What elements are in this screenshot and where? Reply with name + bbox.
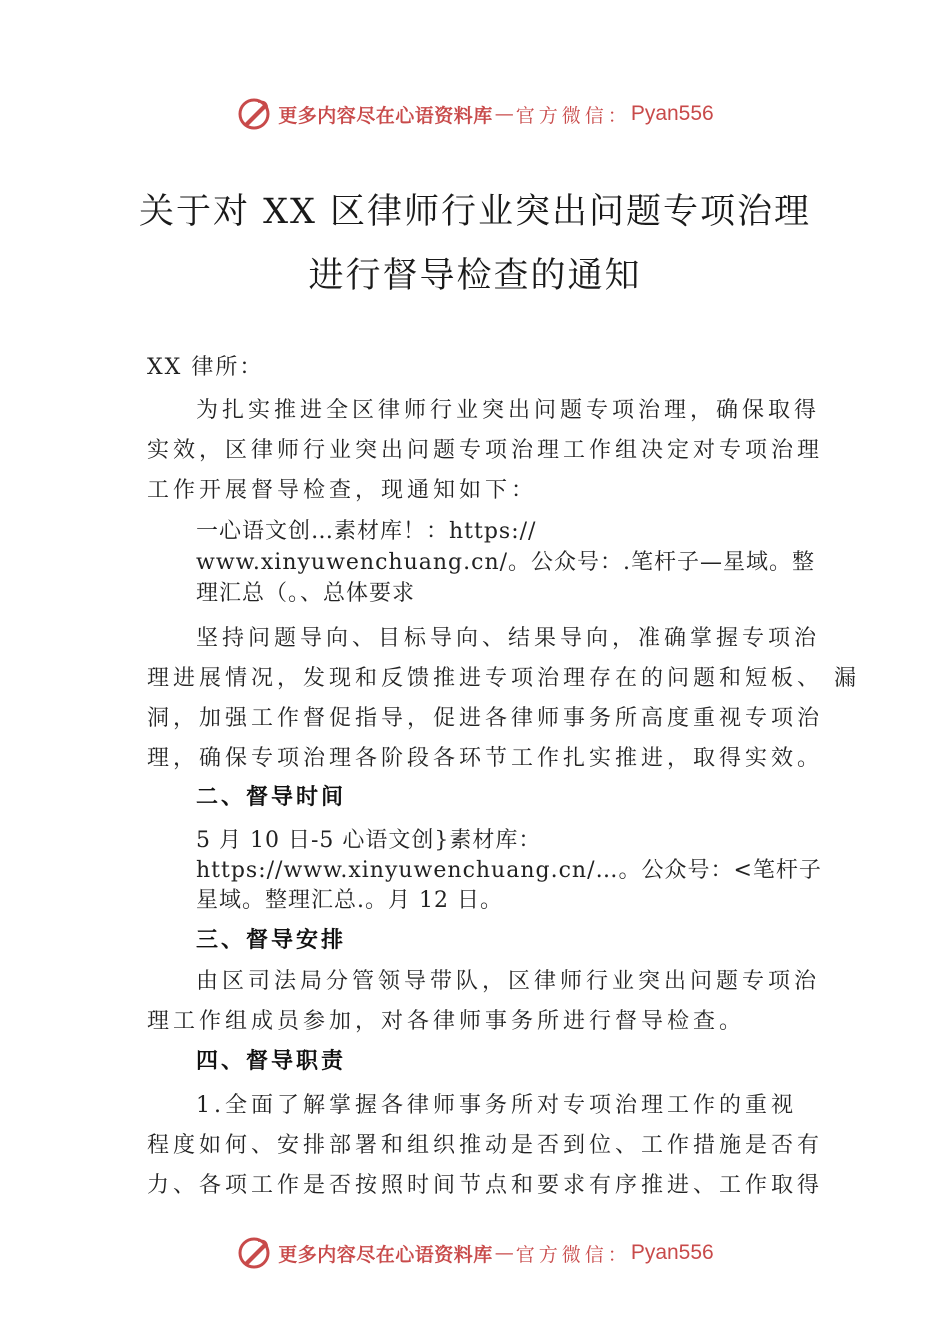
inserted-note-1-line-2: www.xinyuwenchuang.cn/。公众号：.笔杆子—星域。整 bbox=[196, 550, 816, 575]
section3-line-1: 由区司法局分管领导带队，区律师行业突出问题专项治 bbox=[196, 969, 821, 994]
section4-line-1: 1.全面了解掌握各律师事务所对专项治理工作的重视 bbox=[196, 1093, 797, 1118]
intro-line-1: 为扎实推进全区律师行业突出问题专项治理，确保取得 bbox=[196, 398, 821, 423]
footer-banner bbox=[0, 1233, 950, 1273]
banner-dash: — bbox=[494, 1242, 514, 1264]
banner-wechat-id: Pyan556 bbox=[630, 1241, 714, 1264]
section2-line-2: https://www.xinyuwenchuang.cn/…。公众号：<笔杆子 bbox=[196, 858, 822, 883]
salutation: XX 律所： bbox=[147, 355, 264, 380]
section1-line-1: 坚持问题导向、目标导向、结果导向，准确掌握专项治 bbox=[196, 626, 821, 651]
section1-line-2: 理进展情况，发现和反馈推进专项治理存在的问题和短板、 漏 bbox=[147, 666, 860, 691]
section1-line-4: 理，确保专项治理各阶段各环节工作扎实推进，取得实效。 bbox=[147, 746, 824, 771]
intro-line-2: 实效，区律师行业突出问题专项治理工作组决定对专项治理 bbox=[147, 438, 824, 463]
document-title-line-2: 进行督导检查的通知 bbox=[308, 256, 642, 296]
quill-logo-icon bbox=[236, 96, 272, 132]
section2-heading: 二、督导时间 bbox=[196, 785, 347, 810]
header-banner bbox=[0, 94, 950, 134]
inserted-note-1-line-1: 一心语文创…素材库！：https:// bbox=[196, 519, 537, 544]
banner-dash: — bbox=[494, 103, 514, 125]
section3-line-2: 理工作组成员参加，对各律师事务所进行督导检查。 bbox=[147, 1009, 746, 1034]
banner-brand: 更多内容尽在心语资料库 bbox=[278, 104, 493, 127]
banner-wechat-label: 官方微信： bbox=[515, 104, 631, 127]
section4-line-3: 力、各项工作是否按照时间节点和要求有序推进、工作取得 bbox=[147, 1173, 824, 1198]
section4-heading: 四、督导职责 bbox=[196, 1049, 347, 1074]
intro-line-3: 工作开展督导检查，现通知如下： bbox=[147, 478, 538, 503]
section2-line-1: 5 月 10 日-5 心语文创}素材库： bbox=[196, 828, 542, 853]
inserted-note-1-line-3: 理汇总（。、总体要求 bbox=[196, 581, 416, 606]
banner-wechat-label: 官方微信： bbox=[515, 1243, 631, 1266]
quill-logo-icon bbox=[236, 1235, 272, 1271]
banner-wechat-id: Pyan556 bbox=[630, 102, 714, 125]
document-title-line-1: 关于对 XX 区律师行业突出问题专项治理 bbox=[138, 192, 812, 232]
section4-line-2: 程度如何、安排部署和组织推动是否到位、工作措施是否有 bbox=[147, 1133, 824, 1158]
section1-line-3: 洞，加强工作督促指导，促进各律师事务所高度重视专项治 bbox=[147, 706, 824, 731]
banner-brand: 更多内容尽在心语资料库 bbox=[278, 1243, 493, 1266]
section2-line-3: 星域。整理汇总.。月 12 日。 bbox=[196, 888, 503, 913]
section3-heading: 三、督导安排 bbox=[196, 928, 347, 953]
